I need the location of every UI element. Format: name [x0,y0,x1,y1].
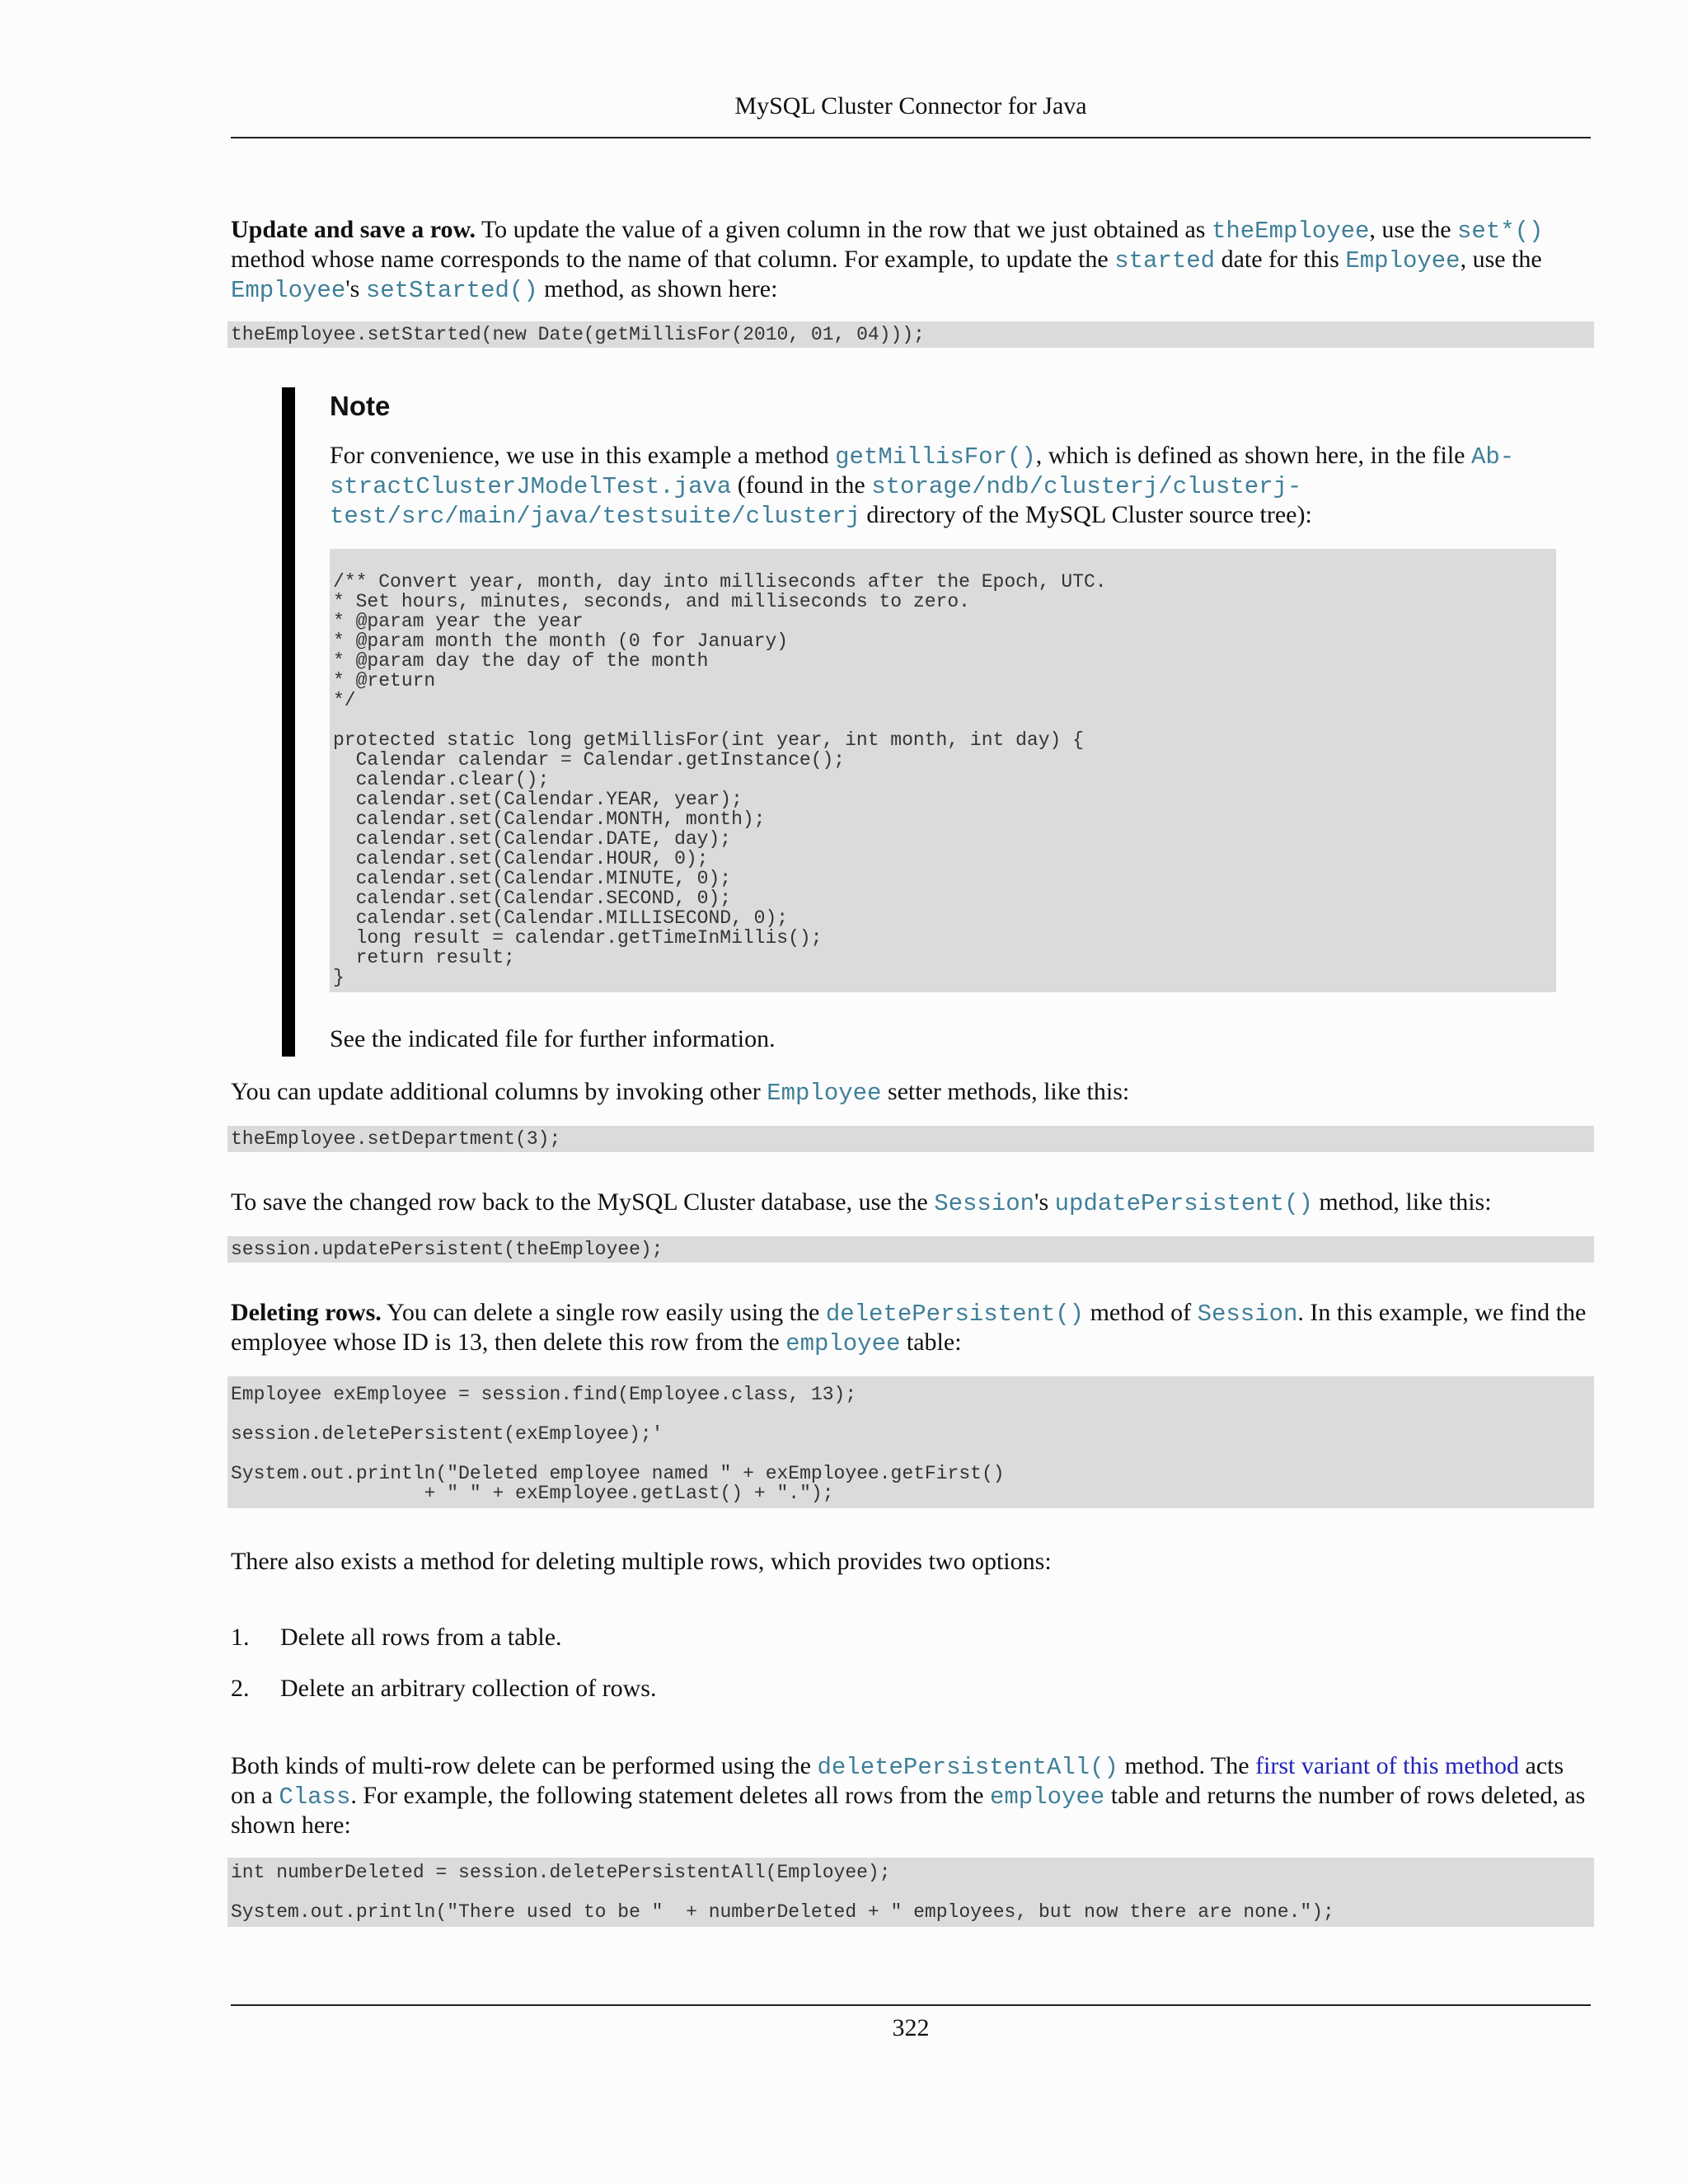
additional-paragraph [231,1078,1591,1108]
text: acts on a [231,1752,1564,1809]
code-directory: storage/ndb/clusterj/clusterj-test/src/main/java/testsuite/clusterj [330,473,1302,530]
text: directory of the MySQL Cluster source tree): [860,501,1312,528]
code-block-setDepartment: theEmployee.setDepartment(3); [227,1126,1594,1152]
text: , use the [1369,216,1458,243]
code-block-setStarted: theEmployee.setStarted(new Date(getMillisFor(2010, 01, 04))); [227,321,1594,348]
code-block-deletePersistent: Employee exEmployee = session.find(Employee.class, 13); session.deletePersistent(exEmployee);' System.out.println("Deleted employee named " + exEmployee.getFirst() + " " + exEmployee.getLast() + "."); [227,1376,1594,1508]
page-number: 322 [892,2014,930,2041]
code-class: Class [279,1783,351,1811]
text: . In this example, we find the employee whose ID is 13, then delete this row from the [231,1299,1587,1356]
code-deletePersistentAll: deletePersistentAll() [817,1754,1118,1781]
text: You can delete a single row easily using the [381,1299,826,1326]
code-getMillisFor: getMillisFor() [835,443,1036,471]
save-paragraph [231,1188,1591,1218]
code-block-getMillisFor: /** Convert year, month, day into milliseconds after the Epoch, UTC. * Set hours, minutes, seconds, and milliseconds to zero. * @param year the year * @param month the month (0 for January) * @param day the day of the month * @return */ protected static long getMillisFor(int year, int month, int day) { Calendar calendar = Calendar.getInstance(); calendar.clear(); calendar.set(Calendar.YEAR, year); calendar.set(Calendar.MONTH, month); calendar.set(Calendar.DATE, day); calendar.set(Calendar.HOUR, 0); calendar.set(Calendar.MINUTE, 0); calendar.set(Calendar.SECOND, 0); calendar.set(Calendar.MILLISECOND, 0); long result = calendar.getTimeInMillis(); return result; } [330,549,1556,992]
code-session: Session [934,1190,1035,1217]
code-employee-table: employee [989,1783,1105,1811]
delete-heading: Deleting rows. [231,1299,382,1326]
both-paragraph [231,1752,1591,1840]
code-block-deletePersistentAll: int numberDeleted = session.deletePersistentAll(Employee); System.out.println("There used to be " + numberDeleted + " employees, but now there are none."); [227,1858,1594,1927]
list-text: Delete an arbitrary collection of rows. [280,1675,657,1702]
page-content [231,216,1591,1927]
text: setter methods, like this: [881,1078,1130,1105]
text: 's [345,275,366,302]
list-number: 2. [231,1675,250,1702]
first-variant-link[interactable]: first variant of this method [1255,1752,1519,1779]
text: 's [1034,1188,1055,1216]
code-filename: Ab-stractClusterJModelTest.java [330,443,1515,500]
note-box [282,387,1591,1057]
text: method, as shown here: [537,275,778,302]
delete-paragraph [231,1299,1591,1358]
code-set-method: set*() [1457,218,1544,245]
text: You can update additional columns by invoking other [231,1078,767,1105]
code-session: Session [1197,1301,1298,1328]
note-title: Note [330,391,391,421]
code-block-updatePersistent: session.updatePersistent(theEmployee); [227,1236,1594,1263]
text: method. The [1118,1752,1256,1779]
text: table: [900,1329,962,1356]
update-paragraph [231,216,1591,305]
text: To save the changed row back to the MySQL Cluster database, use the [231,1188,935,1216]
multi-intro: There also exists a method for deleting multiple rows, which provides two options: [231,1548,1052,1575]
note-footer: See the indicated file for further information. [330,1025,776,1052]
code-updatePersistent: updatePersistent() [1054,1190,1313,1217]
footer-rule [231,2004,1591,2006]
text: To update the value of a given column in the row that we just obtained as [475,216,1212,243]
text: Both kinds of multi-row delete can be performed using the [231,1752,818,1779]
code-theEmployee: theEmployee [1211,218,1370,245]
text: , which is defined as shown here, in the file [1035,442,1471,469]
page-header: MySQL Cluster Connector for Java [734,92,1087,120]
text: method of [1084,1299,1198,1326]
text: . For example, the following statement deletes all rows from the [350,1782,990,1809]
code-employee: Employee [1345,247,1461,274]
options-list [231,1624,1591,1703]
header-rule [231,137,1591,138]
code-employee: Employee [231,277,346,304]
list-text: Delete all rows from a table. [280,1624,562,1651]
code-employee-table: employee [785,1330,901,1357]
text: method whose name corresponds to the name of that column. For example, to update the [231,246,1115,273]
code-employee: Employee [767,1080,882,1107]
text: date for this [1215,246,1346,273]
list-number: 1. [231,1624,250,1651]
text: table and returns the number of rows deleted, as shown here: [231,1782,1586,1839]
code-setStarted: setStarted() [365,277,538,304]
text: method, like this: [1312,1188,1492,1216]
code-started: started [1114,247,1216,274]
list-item [231,1675,1591,1703]
text: (found in the [731,471,872,499]
note-paragraph [330,442,1591,531]
list-item [231,1624,1591,1652]
text: , use the [1460,246,1542,273]
text: For convenience, we use in this example a method [330,442,836,469]
code-deletePersistent: deletePersistent() [825,1301,1085,1328]
update-heading: Update and save a row. [231,216,476,243]
